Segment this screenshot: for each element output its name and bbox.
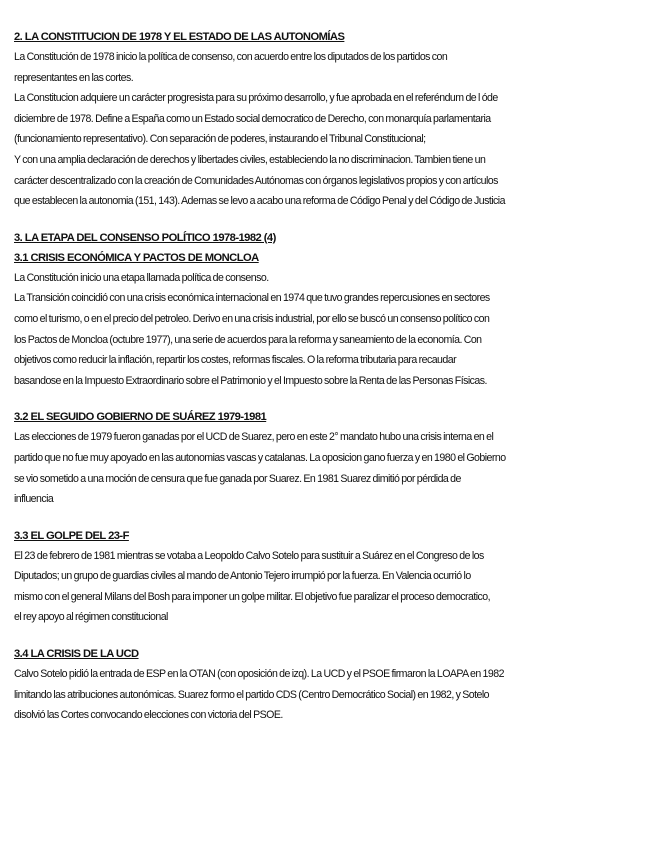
section-heading: 2. LA CONSTITUCION DE 1978 Y EL ESTADO DE LAS AUTONOMÍAS [14, 28, 354, 47]
text-line: representantes en las cortes. [14, 68, 640, 89]
section-constitucion-1978 [14, 27, 640, 212]
text-line: disolvió las Cortes convocando elecciones con victoria del PSOE. [14, 705, 640, 726]
text-line: influencia [14, 489, 640, 510]
text-line: La Constitucion adquiere un carácter progresista para su próximo desarrollo, y fue aprobada en el referéndum de l óde [14, 88, 640, 109]
section-paragraph [14, 664, 640, 726]
text-line: Las elecciones de 1979 fueron ganadas por el UCD de Suarez, pero en este 2° mandato hubo una crisis interna en el [14, 427, 640, 448]
text-line: los Pactos de Moncloa (octubre 1977), una serie de acuerdos para la reforma y saneamiento de la economía. Con [14, 330, 640, 351]
section-paragraph [14, 546, 640, 628]
text-line: mismo con el general Milans del Bosh para imponer un golpe militar. El objetivo fue paralizar el proceso democratico, [14, 587, 640, 608]
text-line: El 23 de febrero de 1981 mientras se votaba a Leopoldo Calvo Sotelo para sustituir a Suárez en el Congreso de los [14, 546, 640, 567]
section-paragraph [14, 268, 640, 392]
section-etapa-consenso [14, 228, 640, 392]
section-gobierno-suarez [14, 407, 640, 509]
text-line: Diputados; un grupo de guardias civiles al mando de Antonio Tejero irrumpió por la fuerza. En Valencia ocurrió lo [14, 566, 640, 587]
section-paragraph [14, 427, 640, 509]
text-line: La Constitución de 1978 inicio la política de consenso, con acuerdo entre los diputados de los partidos con [14, 47, 640, 68]
text-line: basandose en la Impuesto Extraordinario sobre el Patrimonio y el Impuesto sobre la Renta de las Personas Físicas. [14, 371, 640, 392]
text-line: el rey apoyo al régimen constitucional [14, 607, 640, 628]
text-line: Calvo Sotelo pidió la entrada de ESP en la OTAN (con oposición de izq). La UCD y el PSOE firmaron la LOAPA en 1982 [14, 664, 640, 685]
text-line: se vio sometido a una moción de censura que fue ganada por Suarez. En 1981 Suarez dimitió por pérdida de [14, 469, 640, 490]
section-heading: 3. LA ETAPA DEL CONSENSO POLÍTICO 1978-1982 (4) [14, 229, 286, 248]
section-golpe-23f [14, 526, 640, 628]
text-line: partido que no fue muy apoyado en las autonomias vascas y catalanas. La oposicion gano fuerza y en 1980 el Gobierno [14, 448, 640, 469]
section-paragraph [14, 47, 640, 212]
text-line: (funcionamiento representativo). Con separación de poderes, instaurando el Tribunal Constitucional; [14, 129, 640, 150]
document-page [14, 27, 640, 726]
text-line: carácter descentralizado con la creación de Comunidades Autónomas con órganos legislativos propios y con artículos [14, 171, 640, 192]
subsection-heading: 3.1 CRISIS ECONÓMICA Y PACTOS DE MONCLOA [14, 249, 269, 268]
text-line: limitando las atribuciones autonómicas. Suarez formo el partido CDS (Centro Democrático Social) en 1982, y Sotelo [14, 685, 640, 706]
text-line: objetivos como reducir la inflación, repartir los costes, reformas fiscales. O la reforma tributaria para recaudar [14, 350, 640, 371]
section-heading: 3.3 EL GOLPE DEL 23-F [14, 527, 139, 546]
text-line: La Transición coincidió con una crisis económica internacional en 1974 que tuvo grandes repercusiones en sectores [14, 288, 640, 309]
text-line: Y con una amplia declaración de derechos y libertades civiles, estableciendo la no discriminacion. Tambien tiene un [14, 150, 640, 171]
text-line: que establecen la autonomia (151, 143). Ademas se levo a acabo una reforma de Código Penal y del Código de Justicia [14, 191, 640, 212]
text-line: como el turismo, o en el precio del petroleo. Derivo en una crisis industrial, por ello se buscó un consenso político con [14, 309, 640, 330]
text-line: La Constitución inicio una etapa llamada política de consenso. [14, 268, 640, 289]
section-heading: 3.4 LA CRISIS DE LA UCD [14, 645, 149, 664]
text-line: diciembre de 1978. Define a España como un Estado social democratico de Derecho, con monarquía parlamentaria [14, 109, 640, 130]
section-crisis-ucd [14, 644, 640, 726]
section-heading: 3.2 EL SEGUIDO GOBIERNO DE SUÁREZ 1979-1981 [14, 408, 276, 427]
